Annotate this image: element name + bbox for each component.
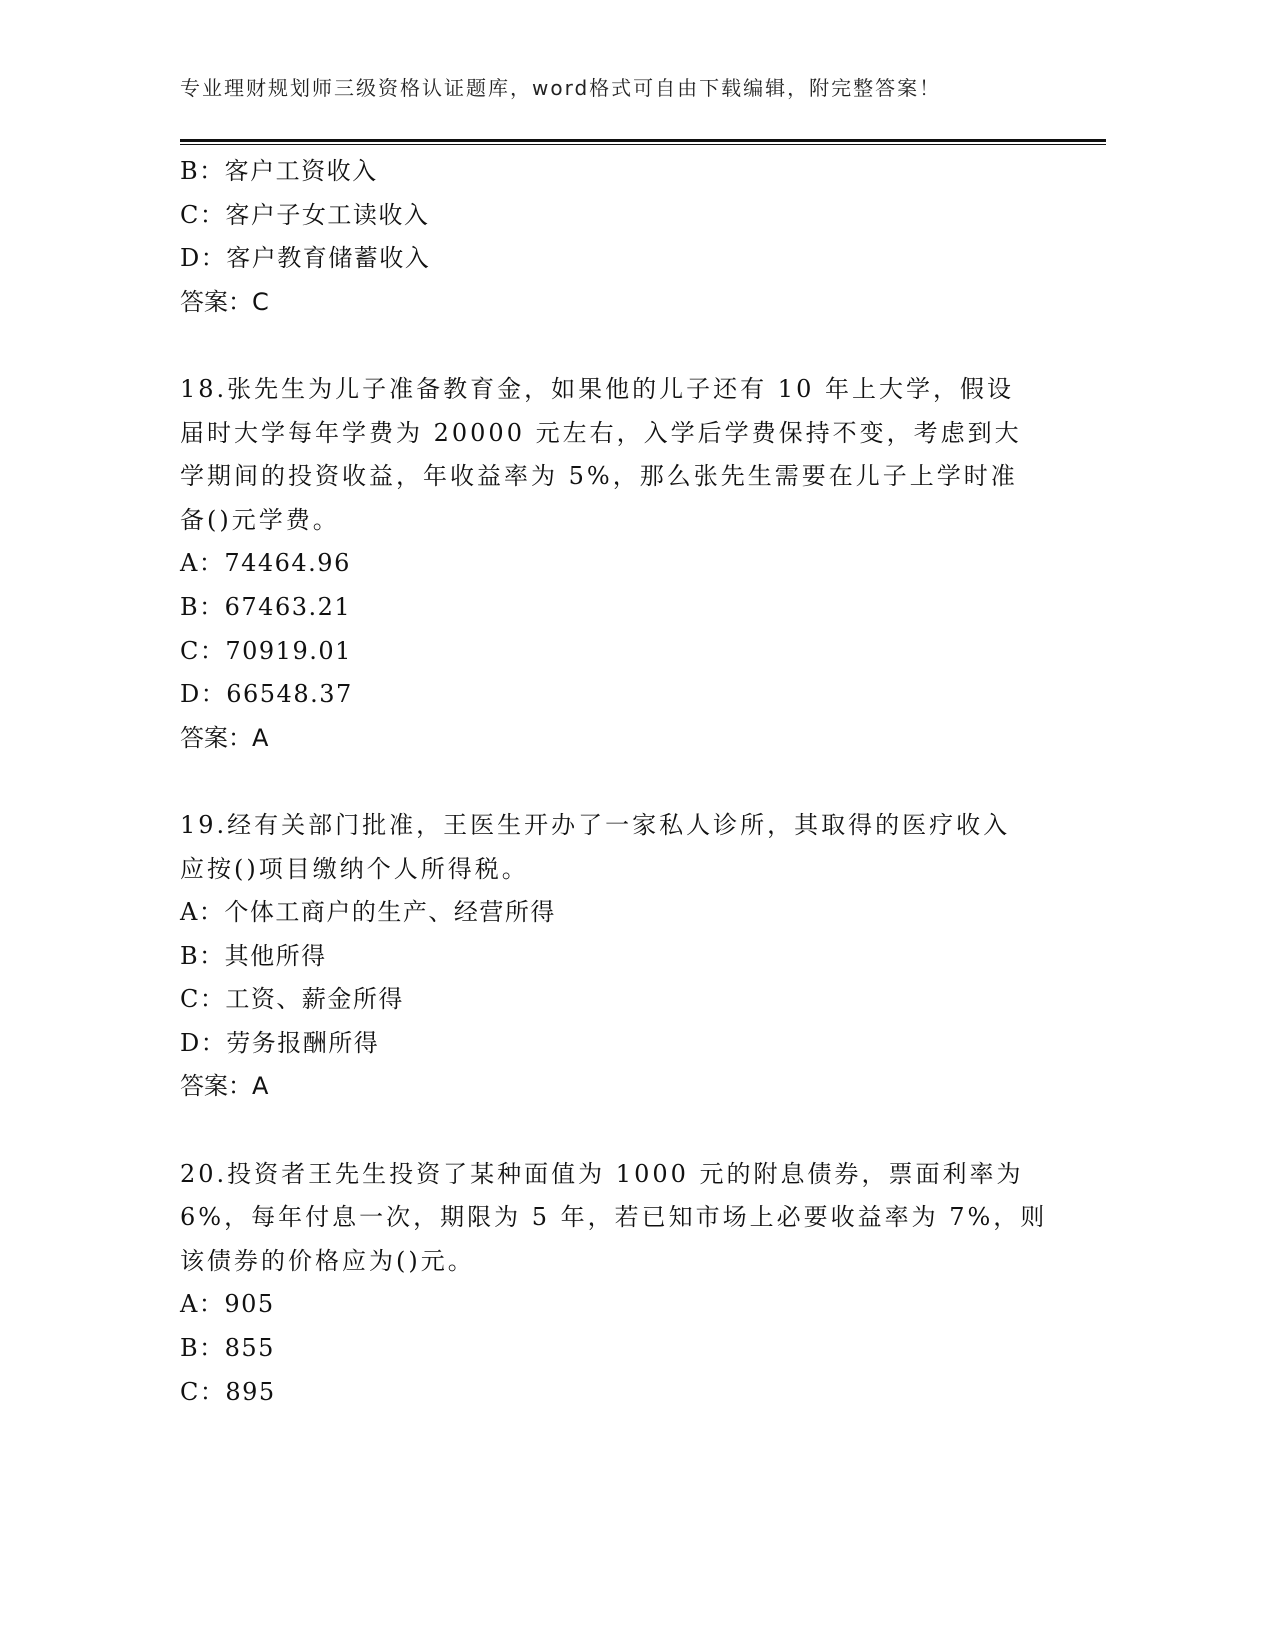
header-rule-thin — [180, 144, 1106, 145]
question-18-answer: 答案：A — [180, 723, 269, 752]
question-20-line-2: 6%，每年付息一次，期限为 5 年，若已知市场上必要收益率为 7%，则 — [180, 1203, 1048, 1232]
question-18-option-d: D：66548.37 — [180, 680, 353, 709]
spacer — [180, 324, 1040, 368]
question-19-line-2: 应按()项目缴纳个人所得税。 — [180, 854, 529, 883]
question-19-option-c: C：工资、薪金所得 — [180, 985, 404, 1014]
question-20-line-3: 该债券的价格应为()元。 — [180, 1246, 475, 1275]
question-19-option-a: A：个体工商户的生产、经营所得 — [180, 898, 556, 927]
question-18-option-c: C：70919.01 — [180, 636, 352, 665]
question-18-option-b: B：67463.21 — [180, 592, 352, 621]
spacer — [180, 760, 1040, 804]
option-d: D：客户教育储蓄收入 — [180, 244, 431, 273]
question-20-option-c: C：895 — [180, 1377, 276, 1406]
question-19-option-b: B：其他所得 — [180, 941, 327, 970]
answer: 答案：C — [180, 287, 269, 316]
question-19-option-d: D：劳务报酬所得 — [180, 1028, 380, 1057]
question-19-answer: 答案：A — [180, 1072, 269, 1101]
question-18-line-4: 备()元学费。 — [180, 505, 340, 534]
spacer — [180, 1109, 1040, 1153]
question-19-line-1: 19.经有关部门批准，王医生开办了一家私人诊所，其取得的医疗收入 — [180, 810, 1011, 839]
question-20-option-a: A：905 — [180, 1290, 275, 1319]
document-body — [180, 150, 1048, 1414]
question-18-line-3: 学期间的投资收益，年收益率为 5%，那么张先生需要在儿子上学时准 — [180, 462, 1018, 491]
page-header: 专业理财规划师三级资格认证题库，word格式可自由下载编辑，附完整答案！ — [180, 76, 942, 100]
question-18-line-2: 届时大学每年学费为 20000 元左右，入学后学费保持不变，考虑到大 — [180, 418, 1022, 447]
question-18-option-a: A：74464.96 — [180, 549, 351, 578]
question-20-line-1: 20.投资者王先生投资了某种面值为 1000 元的附息债券，票面利率为 — [180, 1159, 1024, 1188]
header-rule-thick — [180, 139, 1106, 142]
option-c: C：客户子女工读收入 — [180, 200, 430, 229]
question-18-line-1: 18.张先生为儿子准备教育金，如果他的儿子还有 10 年上大学，假设 — [180, 374, 1014, 403]
question-20-option-b: B：855 — [180, 1334, 275, 1363]
option-b: B：客户工资收入 — [180, 157, 378, 185]
